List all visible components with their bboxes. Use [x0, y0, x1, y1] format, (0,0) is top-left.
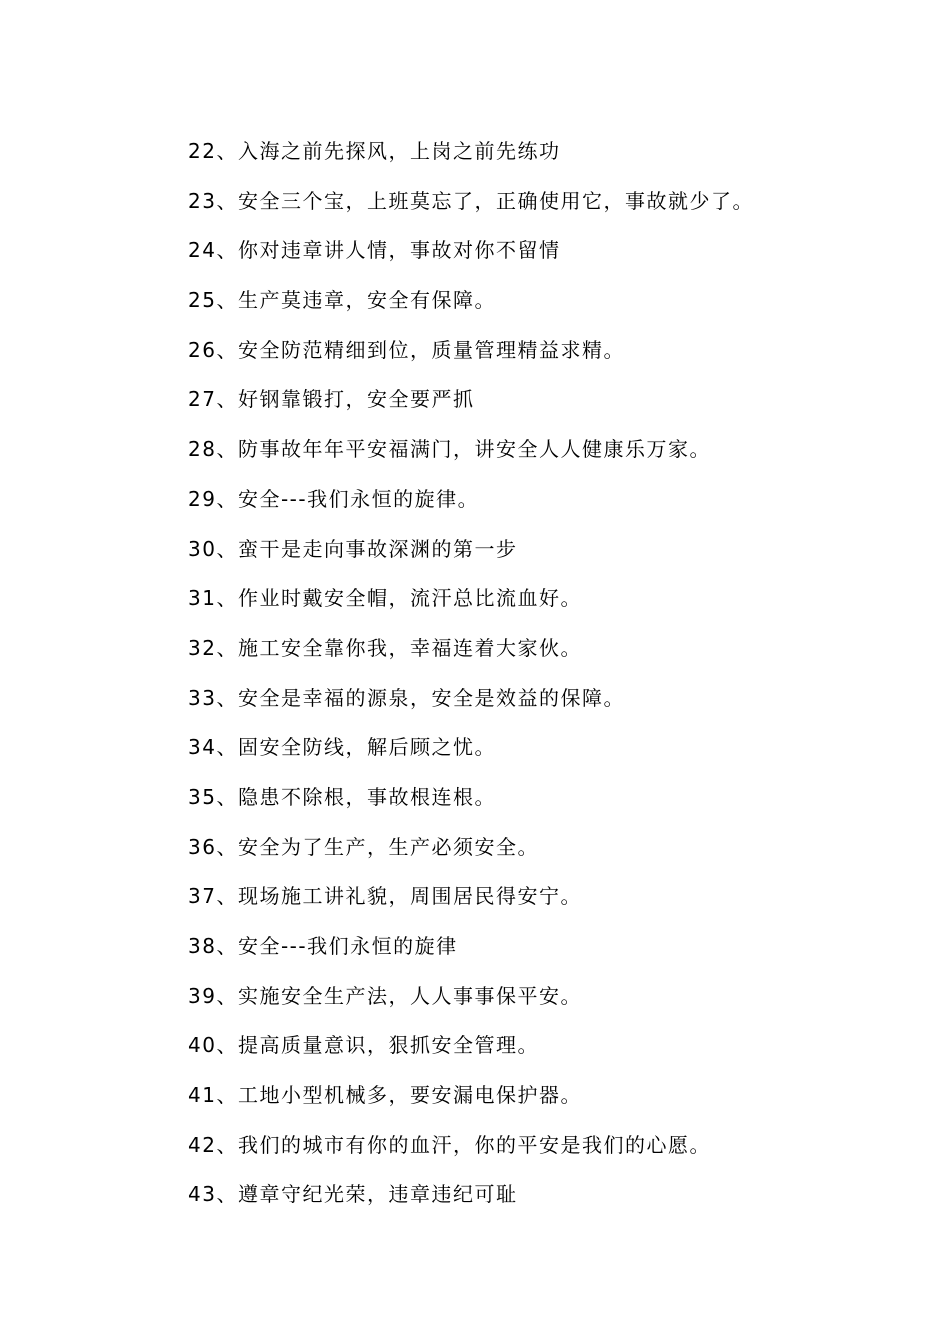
slogan-line-29: 29、安全---我们永恒的旋律。: [188, 486, 480, 511]
slogan-line-39: 39、实施安全生产法，人人事事保平安。: [188, 983, 582, 1008]
slogan-line-24: 24、你对违章讲人情，事故对你不留情: [188, 238, 561, 263]
slogan-line-36: 36、安全为了生产，生产必须安全。: [188, 834, 539, 859]
slogan-line-31: 31、作业时戴安全帽，流汗总比流血好。: [188, 586, 582, 611]
slogan-line-32: 32、施工安全靠你我，幸福连着大家伙。: [188, 635, 582, 660]
slogan-line-26: 26、安全防范精细到位，质量管理精益求精。: [188, 337, 625, 362]
slogan-list: [188, 134, 908, 1227]
slogan-line-37: 37、现场施工讲礼貌，周围居民得安宁。: [188, 884, 582, 909]
slogan-line-33: 33、安全是幸福的源泉，安全是效益的保障。: [188, 685, 625, 710]
slogan-line-25: 25、生产莫违章，安全有保障。: [188, 288, 496, 313]
slogan-line-27: 27、好钢靠锻打，安全要严抓: [188, 387, 475, 412]
slogan-line-28: 28、防事故年年平安福满门，讲安全人人健康乐万家。: [188, 437, 711, 462]
slogan-line-41: 41、工地小型机械多，要安漏电保护器。: [188, 1083, 582, 1108]
slogan-line-34: 34、固安全防线，解后顾之忧。: [188, 735, 496, 760]
slogan-line-22: 22、入海之前先探风，上岗之前先练功: [188, 139, 561, 163]
slogan-line-23: 23、安全三个宝，上班莫忘了，正确使用它，事故就少了。: [188, 188, 754, 213]
slogan-line-42: 42、我们的城市有你的血汗，你的平安是我们的心愿。: [188, 1132, 711, 1157]
slogan-line-43: 43、遵章守纪光荣，违章违纪可耻: [188, 1182, 518, 1207]
slogan-line-40: 40、提高质量意识，狠抓安全管理。: [188, 1033, 539, 1058]
slogan-line-38: 38、安全---我们永恒的旋律: [188, 934, 458, 958]
slogan-line-35: 35、隐患不除根，事故根连根。: [188, 784, 496, 809]
slogan-line-30: 30、蛮干是走向事故深渊的第一步: [188, 536, 518, 561]
